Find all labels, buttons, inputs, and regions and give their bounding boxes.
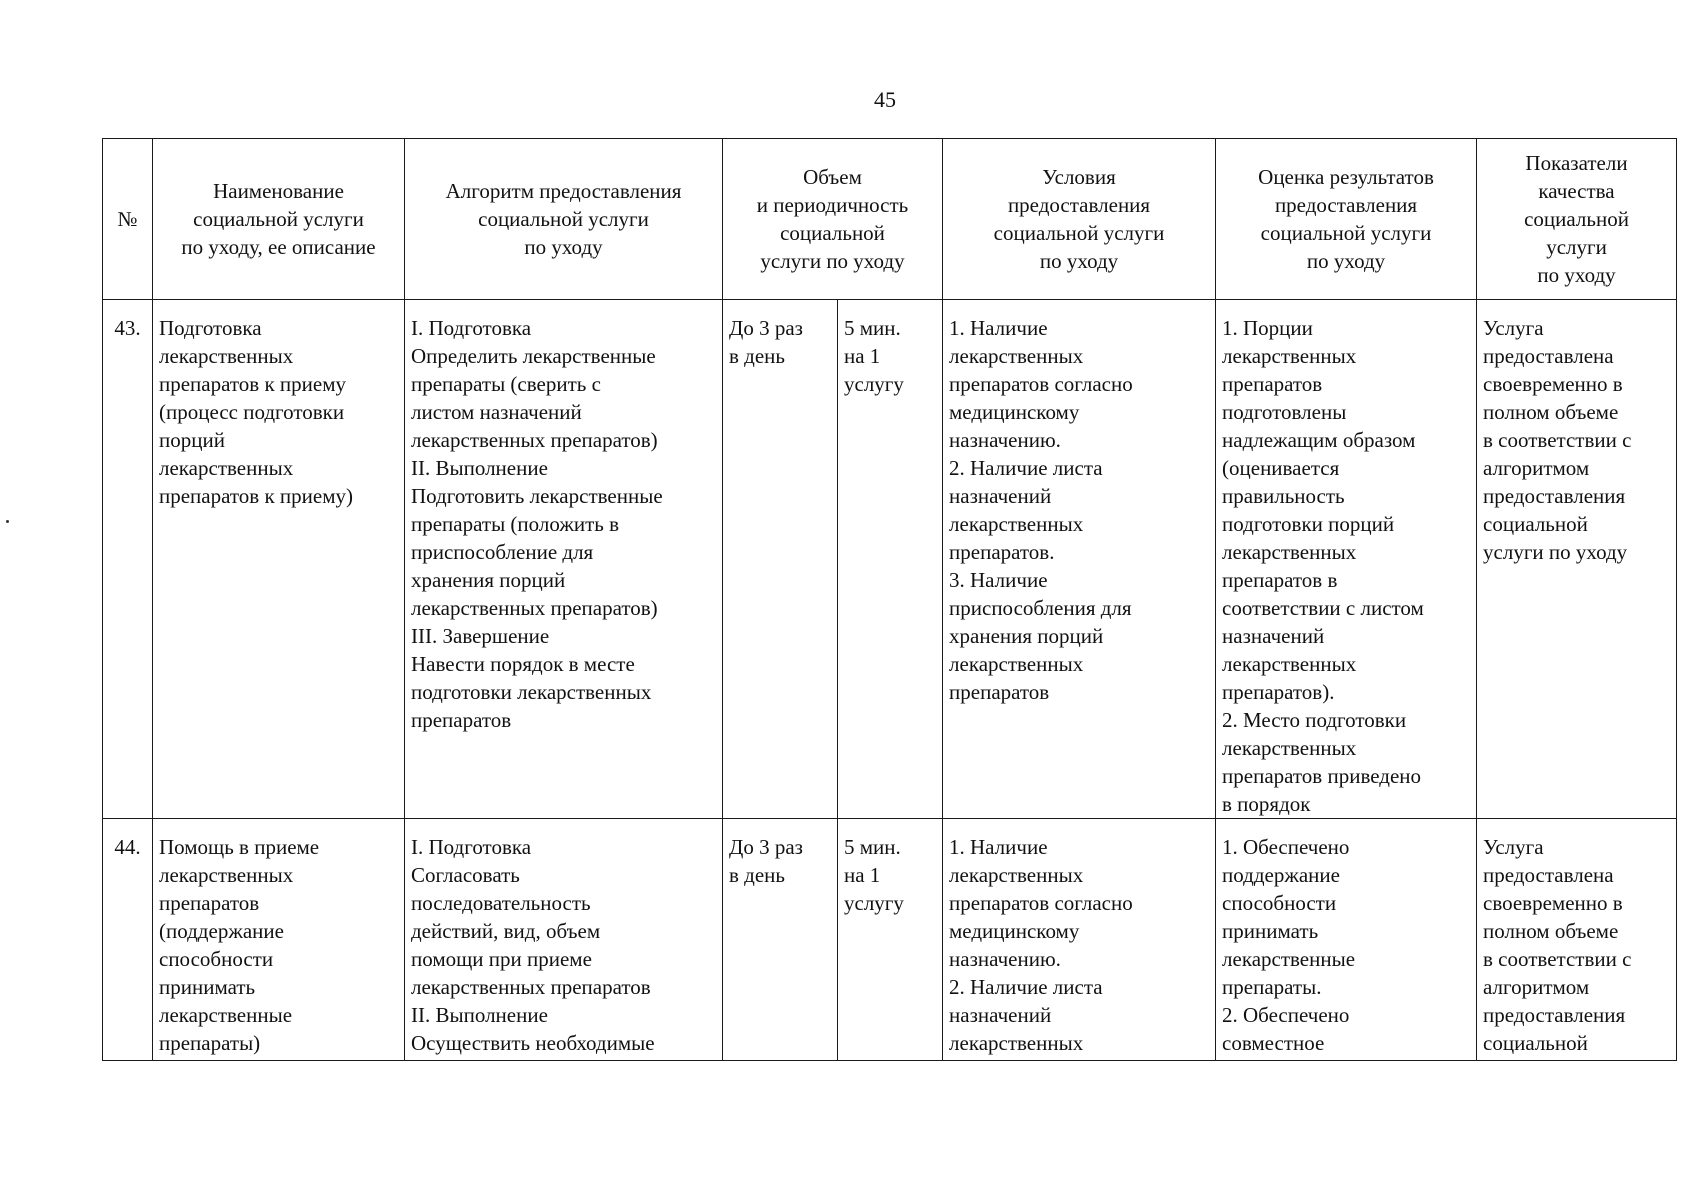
algorithm-cell: I. Подготовка Определить лекарственные препараты (сверить с листом назначений лекарственных препаратов) II. Выполнение Подготовить лекарственные препараты (положить в приспособление для хранения порций лекарственных препаратов) III. Завершение Навести порядок в месте подготовки лекарственных препаратов bbox=[405, 300, 723, 819]
frequency-cell: До 3 раз в день bbox=[723, 300, 838, 819]
duration-cell: 5 мин. на 1 услугу bbox=[838, 300, 943, 819]
header-conditions: Условия предоставления социальной услуги по уходу bbox=[943, 139, 1216, 300]
page-number: 45 bbox=[874, 87, 896, 112]
header-volume-frequency: Объем и периодичность социальной услуги по уходу bbox=[723, 139, 943, 300]
scan-speck bbox=[6, 520, 9, 523]
quality-cell: Услуга предоставлена своевременно в полном объеме в соответствии с алгоритмом предоставления социальной bbox=[1477, 819, 1677, 1061]
row-number: 44. bbox=[103, 819, 153, 1061]
duration-cell: 5 мин. на 1 услугу bbox=[838, 819, 943, 1061]
service-name-cell: Помощь в приеме лекарственных препаратов (поддержание способности принимать лекарственные препараты) bbox=[153, 819, 405, 1061]
header-quality: Показатели качества социальной услуги по уходу bbox=[1477, 139, 1677, 300]
conditions-cell: 1. Наличие лекарственных препаратов согласно медицинскому назначению. 2. Наличие листа назначений лекарственных препаратов. 3. Наличие приспособления для хранения порций лекарственных препаратов bbox=[943, 300, 1216, 819]
row-number: 43. bbox=[103, 300, 153, 819]
quality-cell: Услуга предоставлена своевременно в полном объеме в соответствии с алгоритмом предоставления социальной услуги по уходу bbox=[1477, 300, 1677, 819]
frequency-cell: До 3 раз в день bbox=[723, 819, 838, 1061]
header-evaluation: Оценка результатов предоставления социальной услуги по уходу bbox=[1216, 139, 1477, 300]
service-name-cell: Подготовка лекарственных препаратов к приему (процесс подготовки порций лекарственных препаратов к приему) bbox=[153, 300, 405, 819]
table-row bbox=[103, 819, 1677, 1061]
evaluation-cell: 1. Обеспечено поддержание способности принимать лекарственные препараты. 2. Обеспечено совместное bbox=[1216, 819, 1477, 1061]
header-number: № bbox=[103, 139, 153, 300]
evaluation-cell: 1. Порции лекарственных препаратов подготовлены надлежащим образом (оценивается правильность подготовки порций лекарственных препаратов в соответствии с листом назначений лекарственных препаратов). 2. Место подготовки лекарственных препаратов приведено в порядок bbox=[1216, 300, 1477, 819]
conditions-cell: 1. Наличие лекарственных препаратов согласно медицинскому назначению. 2. Наличие листа назначений лекарственных bbox=[943, 819, 1216, 1061]
table-row bbox=[103, 300, 1677, 819]
header-algorithm: Алгоритм предоставления социальной услуги по уходу bbox=[405, 139, 723, 300]
table-header-row bbox=[103, 139, 1677, 300]
algorithm-cell: I. Подготовка Согласовать последовательность действий, вид, объем помощи при приеме лекарственных препаратов II. Выполнение Осуществить необходимые bbox=[405, 819, 723, 1061]
social-services-table bbox=[102, 138, 1677, 1061]
header-service-name: Наименование социальной услуги по уходу, ее описание bbox=[153, 139, 405, 300]
